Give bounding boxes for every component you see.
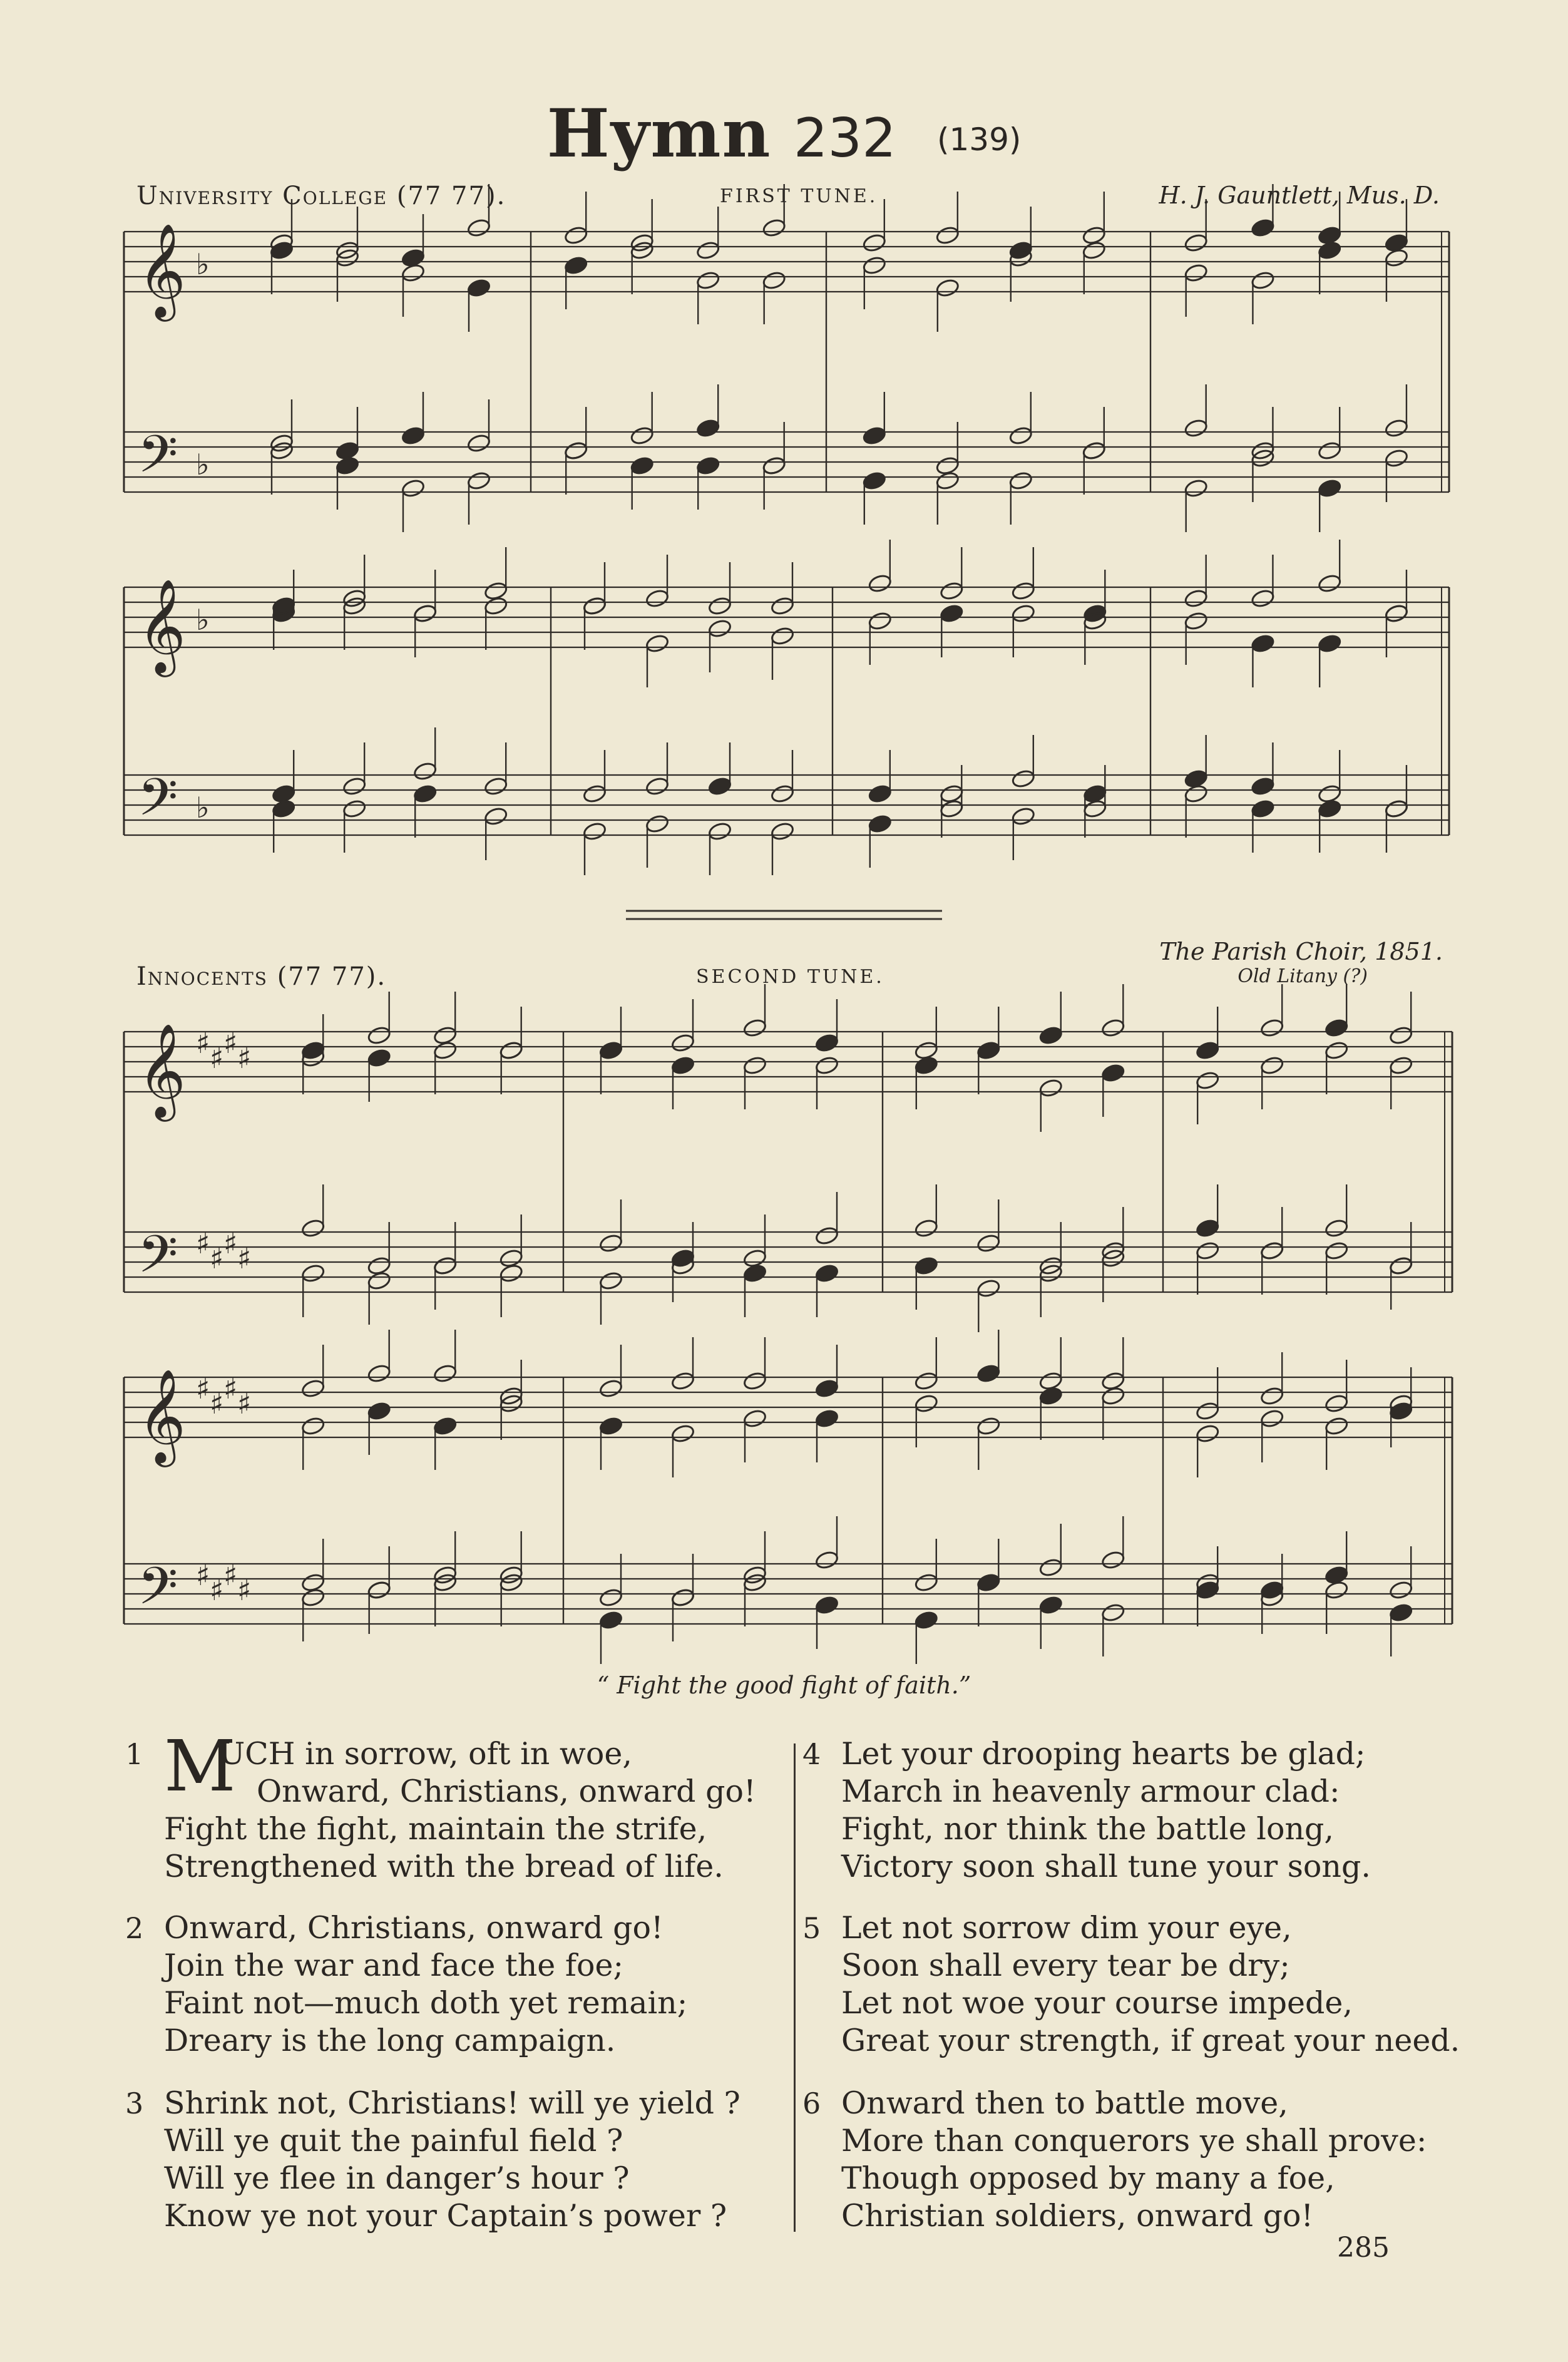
sharp-icon: ♯ — [237, 1241, 252, 1275]
verse-line: Though opposed by many a foe, — [841, 2160, 1335, 2196]
note-head-icon — [1184, 478, 1208, 498]
treble-clef-icon: 𝄞 — [138, 222, 186, 317]
sharp-icon: ♯ — [210, 1041, 224, 1075]
note-head-icon — [914, 1573, 938, 1593]
flat-icon: ♭ — [196, 791, 210, 824]
note-head-icon — [1038, 1595, 1063, 1615]
note-head-icon — [1011, 806, 1035, 826]
note-head-icon — [598, 1610, 623, 1630]
note-head-icon — [707, 776, 732, 796]
note-head-icon — [707, 619, 732, 639]
note-head-icon — [742, 1263, 767, 1283]
note-head-icon — [1324, 1040, 1348, 1060]
note-head-icon — [412, 784, 437, 804]
note-head-icon — [914, 1218, 938, 1238]
note-head-icon — [862, 426, 886, 446]
note-head-icon — [630, 456, 654, 476]
note-head-icon — [1259, 1055, 1284, 1076]
epigraph: “ Fight the good fight of faith.” — [597, 1671, 971, 1699]
note-head-icon — [598, 1588, 623, 1608]
note-head-icon — [1101, 1018, 1125, 1038]
note-head-icon — [1101, 1550, 1125, 1570]
tune1-label: FIRST TUNE. — [720, 185, 878, 207]
note-head-icon — [1038, 1386, 1063, 1406]
sharp-icon: ♯ — [210, 1573, 224, 1607]
note-head-icon — [670, 1424, 695, 1444]
note-head-icon — [1324, 1580, 1348, 1600]
note-head-icon — [1011, 581, 1035, 601]
note-head-icon — [814, 1033, 839, 1053]
note-head-icon — [1324, 1018, 1348, 1038]
note-head-icon — [670, 1371, 695, 1391]
note-head-icon — [935, 278, 960, 298]
verse-line: Great your strength, if great your need. — [841, 2023, 1460, 2058]
note-head-icon — [814, 1055, 839, 1076]
verse-number: 2 — [125, 1911, 144, 1945]
note-head-icon — [433, 1363, 457, 1384]
note-head-icon — [770, 821, 794, 841]
note-head-icon — [1384, 603, 1408, 624]
treble-clef-icon: 𝄞 — [138, 1022, 186, 1117]
note-head-icon — [367, 1363, 391, 1384]
sharp-icon: ♯ — [196, 1372, 210, 1405]
note-head-icon — [598, 1416, 623, 1436]
verse-line: Onward, Christians, onward go! — [257, 1774, 756, 1809]
verse-line: Let your drooping hearts be glad; — [841, 1736, 1366, 1772]
note-head-icon — [367, 1401, 391, 1421]
note-head-icon — [695, 240, 720, 260]
note-head-icon — [1251, 218, 1275, 238]
verse-number: 1 — [125, 1737, 144, 1771]
note-head-icon — [670, 1033, 695, 1053]
flat-icon: ♭ — [196, 448, 210, 481]
note-head-icon — [814, 1263, 839, 1283]
sharp-icon: ♯ — [196, 1558, 210, 1592]
note-head-icon — [862, 471, 886, 491]
tune1-name: University College (77 77). — [136, 182, 506, 210]
sharp-icon: ♯ — [223, 1226, 238, 1260]
verse-line: UCH in sorrow, oft in woe, — [219, 1736, 632, 1772]
note-head-icon — [670, 1588, 695, 1608]
note-head-icon — [914, 1371, 938, 1391]
tune2-source-note: Old Litany (?) — [1237, 965, 1368, 987]
note-head-icon — [1184, 233, 1208, 253]
note-head-icon — [1384, 799, 1408, 819]
verse-line: Victory soon shall tune your song. — [841, 1849, 1371, 1884]
sharp-icon: ♯ — [223, 1558, 238, 1592]
note-head-icon — [466, 278, 491, 298]
note-head-icon — [367, 1025, 391, 1045]
note-head-icon — [645, 588, 669, 608]
flat-icon: ♭ — [196, 247, 210, 281]
note-head-icon — [1195, 1424, 1219, 1444]
note-head-icon — [762, 218, 786, 238]
note-head-icon — [300, 1379, 325, 1399]
note-head-icon — [1083, 784, 1107, 804]
note-head-icon — [1317, 634, 1341, 654]
note-head-icon — [814, 1226, 839, 1246]
note-head-icon — [868, 784, 892, 804]
verse-line: Fight, nor think the battle long, — [841, 1811, 1334, 1847]
note-head-icon — [762, 456, 786, 476]
note-head-icon — [1038, 1025, 1063, 1045]
sharp-icon: ♯ — [196, 1226, 210, 1260]
note-head-icon — [598, 1271, 623, 1291]
note-head-icon — [1101, 1063, 1125, 1083]
note-head-icon — [1184, 784, 1208, 804]
note-head-icon — [742, 1409, 767, 1429]
note-head-icon — [814, 1550, 839, 1570]
note-head-icon — [868, 814, 892, 834]
note-head-icon — [466, 433, 491, 453]
sharp-icon: ♯ — [237, 1387, 252, 1420]
note-head-icon — [582, 784, 607, 804]
note-head-icon — [1195, 1218, 1219, 1238]
treble-clef-icon: 𝄞 — [138, 1368, 186, 1463]
note-head-icon — [645, 814, 669, 834]
verse-line: Let not woe your course impede, — [841, 1985, 1353, 2021]
note-head-icon — [1038, 1078, 1063, 1098]
column-divider — [794, 1743, 796, 2232]
note-head-icon — [914, 1394, 938, 1414]
note-head-icon — [1317, 478, 1341, 498]
note-head-icon — [1101, 1386, 1125, 1406]
note-head-icon — [563, 225, 588, 245]
note-head-icon — [483, 776, 508, 796]
note-head-icon — [770, 596, 794, 616]
verse-line: Onward, Christians, onward go! — [164, 1910, 664, 1946]
note-head-icon — [401, 263, 425, 283]
verse-line: Know ye not your Captain’s power ? — [164, 2198, 727, 2234]
sharp-icon: ♯ — [196, 1026, 210, 1060]
note-head-icon — [563, 441, 588, 461]
verse-line: Soon shall every tear be dry; — [841, 1948, 1290, 1983]
drop-cap: M — [164, 1726, 236, 1807]
bass-clef-icon: 𝄢 — [138, 1556, 178, 1629]
note-head-icon — [412, 761, 437, 781]
note-head-icon — [1324, 1394, 1348, 1414]
verse-number: 3 — [125, 2087, 144, 2120]
page-number: 285 — [1337, 2232, 1390, 2264]
note-head-icon — [1259, 1386, 1284, 1406]
note-head-icon — [342, 799, 366, 819]
note-head-icon — [914, 1256, 938, 1276]
note-head-icon — [1317, 441, 1341, 461]
note-head-icon — [342, 776, 366, 796]
note-head-icon — [1251, 588, 1275, 608]
note-head-icon — [645, 634, 669, 654]
note-head-icon — [976, 1233, 1001, 1253]
tune-separator — [626, 911, 942, 919]
note-head-icon — [1388, 1603, 1413, 1623]
sharp-icon: ♯ — [237, 1041, 252, 1075]
verse-number: 5 — [802, 1911, 821, 1945]
note-head-icon — [1184, 611, 1208, 631]
note-head-icon — [1384, 448, 1408, 468]
note-head-icon — [466, 471, 491, 491]
verse-line: Christian soldiers, onward go! — [841, 2198, 1314, 2234]
note-head-icon — [1082, 240, 1106, 260]
note-head-icon — [1008, 471, 1033, 491]
note-head-icon — [1184, 263, 1208, 283]
note-head-icon — [1195, 1071, 1219, 1091]
note-head-icon — [940, 784, 964, 804]
note-head-icon — [1251, 270, 1275, 290]
tune2-label: SECOND TUNE. — [696, 966, 884, 988]
music-system-2 — [124, 540, 1449, 875]
note-head-icon — [976, 1363, 1001, 1384]
note-head-icon — [1317, 799, 1341, 819]
note-head-icon — [707, 596, 732, 616]
note-head-icon — [563, 255, 588, 275]
note-head-icon — [814, 1409, 839, 1429]
note-head-icon — [914, 1610, 938, 1630]
note-head-icon — [582, 596, 607, 616]
note-head-icon — [335, 456, 359, 476]
note-head-icon — [695, 456, 720, 476]
sharp-icon: ♯ — [223, 1026, 238, 1060]
note-head-icon — [645, 776, 669, 796]
note-head-icon — [1384, 248, 1408, 268]
note-head-icon — [1324, 1218, 1348, 1238]
note-head-icon — [935, 225, 960, 245]
note-head-icon — [433, 1040, 457, 1060]
verse-line: Shrink not, Christians! will ye yield ? — [164, 2085, 740, 2121]
flat-icon: ♭ — [196, 603, 210, 637]
note-head-icon — [770, 784, 794, 804]
verse-number: 4 — [802, 1737, 821, 1771]
note-head-icon — [762, 270, 786, 290]
note-head-icon — [401, 426, 425, 446]
note-head-icon — [862, 255, 886, 275]
note-head-icon — [300, 1218, 325, 1238]
treble-clef-icon: 𝄞 — [138, 578, 186, 673]
note-head-icon — [695, 270, 720, 290]
note-head-icon — [598, 1040, 623, 1060]
note-head-icon — [433, 1416, 457, 1436]
note-head-icon — [742, 1018, 767, 1038]
note-head-icon — [1195, 1241, 1219, 1261]
note-head-icon — [300, 1263, 325, 1283]
note-head-icon — [582, 821, 607, 841]
note-head-icon — [1259, 1409, 1284, 1429]
note-head-icon — [1011, 603, 1035, 624]
note-head-icon — [742, 1055, 767, 1076]
note-head-icon — [1038, 1558, 1063, 1578]
note-head-icon — [367, 1048, 391, 1068]
note-head-icon — [976, 1573, 1001, 1593]
verse-line: Faint not—much doth yet remain; — [164, 1985, 688, 2021]
note-head-icon — [814, 1379, 839, 1399]
note-head-icon — [367, 1271, 391, 1291]
note-head-icon — [940, 603, 964, 624]
note-head-icon — [300, 1416, 325, 1436]
sharp-icon: ♯ — [223, 1372, 238, 1405]
tune2-name: Innocents (77 77). — [136, 962, 387, 991]
note-head-icon — [976, 1278, 1001, 1298]
note-head-icon — [1101, 1603, 1125, 1623]
hymn-alt-number: (139) — [936, 121, 1022, 158]
sharp-icon: ♯ — [210, 1241, 224, 1275]
note-head-icon — [1388, 1055, 1413, 1076]
note-head-icon — [742, 1371, 767, 1391]
note-head-icon — [598, 1233, 623, 1253]
bass-clef-icon: 𝄢 — [138, 767, 178, 840]
note-head-icon — [367, 1580, 391, 1600]
note-head-icon — [868, 611, 892, 631]
note-head-icon — [499, 1040, 523, 1060]
verse-line: Let not sorrow dim your eye, — [841, 1910, 1292, 1946]
note-head-icon — [1195, 1040, 1219, 1060]
note-head-icon — [1317, 240, 1341, 260]
note-head-icon — [271, 799, 295, 819]
note-head-icon — [1251, 799, 1275, 819]
note-head-icon — [770, 626, 794, 646]
note-head-icon — [976, 1416, 1001, 1436]
note-head-icon — [1251, 634, 1275, 654]
verse-number: 6 — [802, 2087, 821, 2120]
note-head-icon — [914, 1055, 938, 1076]
note-head-icon — [483, 806, 508, 826]
note-head-icon — [1324, 1416, 1348, 1436]
note-head-icon — [1388, 1256, 1413, 1276]
note-head-icon — [433, 1256, 457, 1276]
verse-line: March in heavenly armour clad: — [841, 1774, 1340, 1809]
verse-line: Dreary is the long campaign. — [164, 2023, 616, 2058]
note-head-icon — [670, 1055, 695, 1076]
note-head-icon — [598, 1379, 623, 1399]
note-head-icon — [695, 418, 720, 438]
note-head-icon — [466, 218, 491, 238]
note-head-icon — [1011, 769, 1035, 789]
hymn-word: Hymn — [546, 94, 772, 172]
note-head-icon — [814, 1595, 839, 1615]
verse-line: More than conquerors ye shall prove: — [841, 2123, 1427, 2159]
tune1-composer: H. J. Gauntlett, Mus. D. — [1159, 182, 1440, 209]
note-head-icon — [401, 478, 425, 498]
note-head-icon — [940, 581, 964, 601]
note-head-icon — [1317, 573, 1341, 593]
note-head-icon — [1184, 588, 1208, 608]
sharp-icon: ♯ — [210, 1387, 224, 1420]
note-head-icon — [483, 596, 508, 616]
note-head-icon — [1082, 441, 1106, 461]
bass-clef-icon: 𝄢 — [138, 1224, 178, 1297]
note-head-icon — [630, 426, 654, 446]
hymn-number: 232 — [793, 107, 896, 170]
note-head-icon — [1324, 1241, 1348, 1261]
note-head-icon — [1259, 1018, 1284, 1038]
note-head-icon — [499, 1263, 523, 1283]
note-head-icon — [868, 573, 892, 593]
verse-line: Onward then to battle move, — [841, 2085, 1288, 2121]
verse-line: Strengthened with the bread of life. — [164, 1849, 724, 1884]
music-system-4 — [124, 1330, 1452, 1664]
note-head-icon — [412, 603, 437, 624]
verse-line: Will ye quit the painful field ? — [164, 2123, 623, 2159]
verse-line: Fight the fight, maintain the strife, — [164, 1811, 707, 1847]
note-head-icon — [300, 1588, 325, 1608]
note-head-icon — [1384, 418, 1408, 438]
verse-line: Will ye flee in danger’s hour ? — [164, 2160, 630, 2196]
note-head-icon — [1388, 1580, 1413, 1600]
note-head-icon — [862, 233, 886, 253]
note-head-icon — [1259, 1241, 1284, 1261]
note-head-icon — [1195, 1401, 1219, 1421]
music-system-3 — [124, 984, 1452, 1332]
tune2-source: The Parish Choir, 1851. — [1159, 938, 1443, 965]
note-head-icon — [1388, 1025, 1413, 1045]
sharp-icon: ♯ — [237, 1573, 252, 1607]
music-system-1 — [124, 184, 1449, 532]
note-head-icon — [935, 471, 960, 491]
note-head-icon — [1184, 418, 1208, 438]
note-head-icon — [1008, 426, 1033, 446]
verse-line: Join the war and face the foe; — [164, 1948, 623, 1983]
note-head-icon — [707, 821, 732, 841]
note-head-icon — [1251, 776, 1275, 796]
bass-clef-icon: 𝄢 — [138, 424, 178, 497]
